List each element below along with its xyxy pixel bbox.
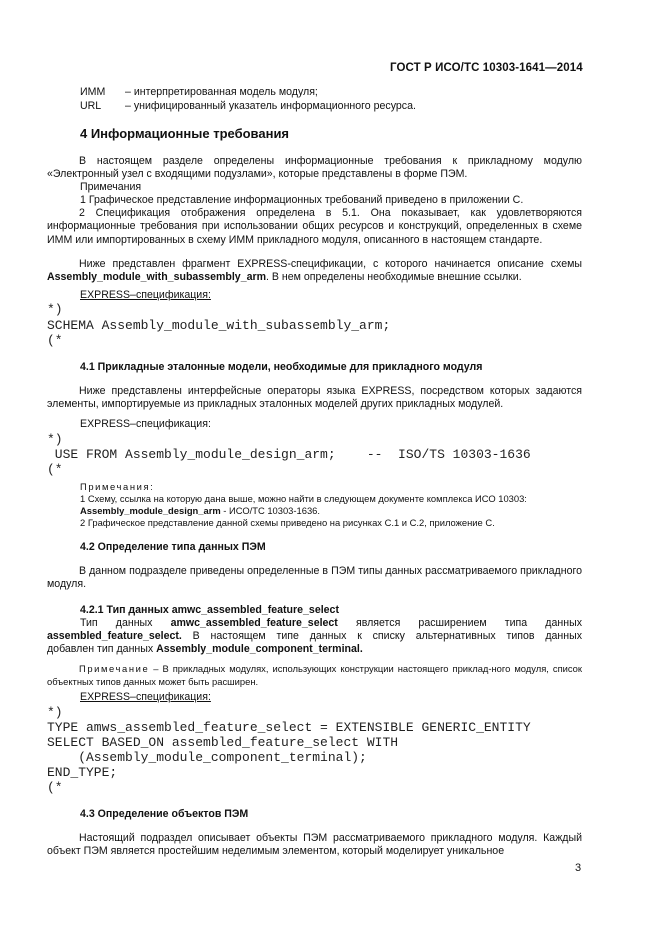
express-spec-label: EXPRESS–спецификация: bbox=[80, 691, 211, 703]
note-text: - ИСО/ТС 10303-1636. bbox=[220, 505, 320, 516]
abbreviation-key: ИММ bbox=[80, 86, 106, 98]
datatype-name: assembled_feature_select. bbox=[47, 630, 182, 642]
note-item bbox=[80, 505, 320, 518]
abbreviation-value: – унифицированный указатель информационного ресурса. bbox=[125, 100, 416, 112]
subsection-heading: 4.2.1 Тип данных amwc_assembled_feature_select bbox=[80, 604, 339, 616]
section-intro-paragraph: В настоящем разделе определены информационные требования к прикладному модулю «Электронный узел с входящими подузлами», которые представлены в форме ПЭМ. bbox=[47, 155, 582, 181]
abbreviation-key: URL bbox=[80, 100, 102, 112]
schema-name: Assembly_module_design_arm bbox=[80, 505, 221, 516]
document-header: ГОСТ Р ИСО/ТС 10303-1641—2014 bbox=[390, 62, 583, 74]
code-comment-open: (* bbox=[47, 780, 63, 795]
datatype-paragraph-line bbox=[47, 643, 363, 656]
note-item: 1 Графическое представление информационных требований приведено в приложении С. bbox=[80, 194, 524, 206]
section-heading: 4 Информационные требования bbox=[80, 126, 290, 141]
paragraph-text: добавлен тип данных bbox=[47, 643, 157, 655]
code-line: TYPE amws_assembled_feature_select = EXTENSIBLE GENERIC_ENTITY bbox=[47, 720, 531, 735]
subsection-paragraph: Ниже представлены интерфейсные операторы языка EXPRESS, посредством которых задаются элементы, импортируемые из прикладных эталонных моделей других прикладных модулей. bbox=[47, 385, 582, 411]
note-item bbox=[47, 663, 582, 688]
schema-name: Assembly_module_with_subassembly_arm bbox=[47, 271, 267, 284]
paragraph-text: является расширением типа данных bbox=[337, 617, 582, 629]
subsection-heading: 4.3 Определение объектов ПЭМ bbox=[80, 808, 249, 820]
code-schema-line: SCHEMA Assembly_module_with_subassembly_arm; bbox=[47, 318, 391, 333]
code-comment-open: (* bbox=[47, 333, 63, 348]
paragraph-text: Тип данных bbox=[80, 617, 171, 629]
code-comment-close: *) bbox=[47, 302, 63, 317]
notes-label: Примечания: bbox=[80, 481, 155, 492]
note-item: 2 Спецификация отображения определена в 5.1. Она показывает, как удовлетворяются информационные требования при использовании общих ресурсов и конструкций, определенных в схеме ИММ или импортированных в схему ИММ прикладного модуля, описанного в настоящем стандарте. bbox=[47, 207, 582, 246]
abbreviation-value: – интерпретированная модель модуля; bbox=[125, 86, 318, 98]
code-comment-open: (* bbox=[47, 462, 63, 477]
datatype-paragraph-line bbox=[80, 617, 582, 630]
note-item: 1 Схему, ссылка на которую дана выше, можно найти в следующем документе комплекса ИСО 10303: bbox=[80, 493, 527, 504]
note-text: – В прикладных модулях, использующих конструкции настоящего приклад-ного модуля, список объектных типов данных может быть расширен. bbox=[47, 663, 582, 687]
subsection-heading: 4.2 Определение типа данных ПЭМ bbox=[80, 541, 266, 553]
express-spec-label: EXPRESS–спецификация: bbox=[80, 418, 211, 430]
paragraph-text: . В нем определены необходимые внешние ссылки. bbox=[266, 271, 522, 284]
code-use-line: USE FROM Assembly_module_design_arm; -- ISO/TS 10303-1636 bbox=[47, 447, 531, 462]
code-line: END_TYPE; bbox=[47, 765, 118, 780]
code-comment-close: *) bbox=[47, 432, 63, 447]
code-line: (Assembly_module_component_terminal); bbox=[47, 750, 367, 765]
code-line: SELECT BASED_ON assembled_feature_select WITH bbox=[47, 735, 399, 750]
note-label: Примечание bbox=[79, 663, 150, 674]
paragraph-text: Ниже представлен фрагмент EXPRESS-спецификации, с которого начинается описание схемы bbox=[79, 258, 582, 270]
note-item: 2 Графическое представление данной схемы приведено на рисунках С.1 и С.2, приложение С. bbox=[80, 517, 495, 528]
notes-label: Примечания bbox=[80, 181, 142, 193]
datatype-paragraph-line bbox=[47, 630, 582, 643]
subsection-paragraph: В данном подразделе приведены определенные в ПЭМ типы данных рассматриваемого прикладного модуля. bbox=[47, 565, 582, 591]
datatype-name: amwc_assembled_feature_select bbox=[170, 617, 338, 629]
express-spec-label: EXPRESS–спецификация: bbox=[80, 289, 211, 301]
code-comment-close: *) bbox=[47, 705, 63, 720]
entity-name: Assembly_module_component_terminal. bbox=[156, 643, 363, 655]
subsection-paragraph: Настоящий подраздел описывает объекты ПЭМ рассматриваемого прикладного модуля. Каждый объект ПЭМ является простейшим неделимым элементом, который моделирует уникальное bbox=[47, 832, 582, 858]
subsection-heading: 4.1 Прикладные эталонные модели, необходимые для прикладного модуля bbox=[80, 361, 483, 373]
page-number: 3 bbox=[575, 862, 582, 874]
paragraph-text: В настоящем типе данных к списку альтернативных типов данных bbox=[181, 630, 582, 642]
schema-intro-paragraph bbox=[47, 258, 582, 285]
